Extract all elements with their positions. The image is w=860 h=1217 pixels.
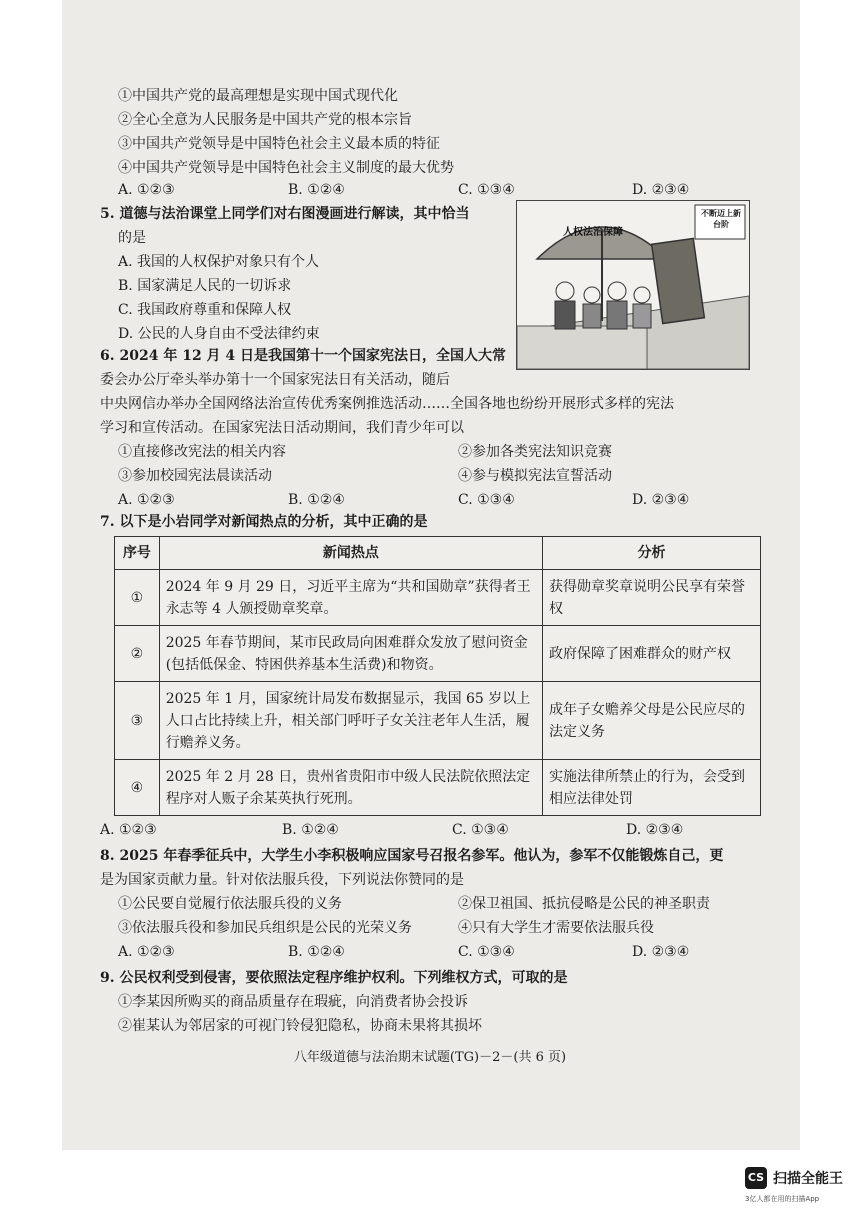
row-no: ④: [115, 760, 160, 816]
watermark-name: 扫描全能王: [773, 1171, 843, 1187]
table-header-row: [115, 537, 761, 570]
q4-choice-d: D. ②③④: [632, 182, 690, 198]
q6-choice-c: C. ①③④: [458, 492, 515, 508]
table-row: [115, 760, 761, 816]
row-no: ①: [115, 570, 160, 626]
cartoon-umbrella-text: 人权法治保障: [563, 227, 623, 238]
q7-choice-b: B. ①②④: [282, 822, 339, 838]
q8-item-1: ①公民要自觉履行依法服兵役的义务: [118, 896, 342, 912]
q7-choice-c: C. ①③④: [452, 822, 509, 838]
q8-choice-d: D. ②③④: [632, 944, 690, 960]
q4-choice-b: B. ①②④: [288, 182, 345, 198]
q5-option-c: C. 我国政府尊重和保障人权: [118, 302, 292, 318]
q6-item-3: ③参加校园宪法晨读活动: [118, 468, 272, 484]
q9-item-1: ①李某因所购买的商品质量存在瑕疵，向消费者协会投诉: [118, 994, 468, 1010]
cartoon-sign-text: 不断迈上新台阶: [701, 208, 741, 229]
q6-stem-2: 委会办公厅牵头举办第十一个国家宪法日有关活动，随后: [100, 372, 450, 388]
header-news: 新闻热点: [159, 537, 542, 570]
q8-item-4: ④只有大学生才需要依法服兵役: [458, 920, 654, 936]
q4-item-1: ①中国共产党的最高理想是实现中国式现代化: [118, 88, 398, 104]
q4-item-4: ④中国共产党领导是中国特色社会主义制度的最大优势: [118, 160, 454, 176]
q6-stem-1: 6. 2024 年 12 月 4 日是我国第十一个国家宪法日，全国人大常: [100, 348, 507, 364]
q8-stem-2: 是为国家贡献力量。针对依法服兵役，下列说法你赞同的是: [100, 872, 464, 888]
row-news: 2025 年春节期间，某市民政局向困难群众发放了慰问资金(包括低保金、特困供养基本生活费)和物资。: [159, 626, 542, 682]
row-analysis: 成年子女赡养父母是公民应尽的法定义务: [542, 682, 760, 760]
row-no: ②: [115, 626, 160, 682]
q8-stem-1: 8. 2025 年春季征兵中，大学生小李积极响应国家号召报名参军。他认为，参军不仅能锻炼自己，更: [100, 848, 724, 864]
table-row: [115, 626, 761, 682]
table-row: [115, 682, 761, 760]
row-analysis: 实施法律所禁止的行为，会受到相应法律处罚: [542, 760, 760, 816]
header-no: 序号: [115, 537, 160, 570]
page-footer: 八年级道德与法治期末试题(TG)－2－(共 6 页): [293, 1050, 567, 1065]
q5-option-d: D. 公民的人身自由不受法律约束: [118, 326, 320, 342]
q8-item-3: ③依法服兵役和参加民兵组织是公民的光荣义务: [118, 920, 412, 936]
q7-choice-a: A. ①②③: [100, 822, 157, 838]
row-news: 2024 年 9 月 29 日，习近平主席为“共和国勋章”获得者王永志等 4 人颁授勋章奖章。: [159, 570, 542, 626]
row-analysis: 政府保障了困难群众的财产权: [542, 626, 760, 682]
q6-item-4: ④参与模拟宪法宣誓活动: [458, 468, 612, 484]
header-analysis: 分析: [542, 537, 760, 570]
q6-stem-3: 中央网信办举办全国网络法治宣传优秀案例推选活动……全国各地也纷纷开展形式多样的宪法: [100, 396, 674, 412]
scanner-watermark: [745, 1167, 855, 1207]
q4-item-3: ③中国共产党领导是中国特色社会主义最本质的特征: [118, 136, 440, 152]
q8-choice-b: B. ①②④: [288, 944, 345, 960]
q4-choice-c: C. ①③④: [458, 182, 515, 198]
q8-choice-a: A. ①②③: [118, 944, 175, 960]
q6-item-2: ②参加各类宪法知识竞赛: [458, 444, 612, 460]
q5-option-a: A. 我国的人权保护对象只有个人: [118, 254, 320, 270]
q4-item-2: ②全心全意为人民服务是中国共产党的根本宗旨: [118, 112, 412, 128]
q6-stem-4: 学习和宣传活动。在国家宪法日活动期间，我们青少年可以: [100, 420, 464, 436]
watermark-tagline: 3亿人都在用的扫描App: [745, 1195, 820, 1203]
q8-choice-c: C. ①③④: [458, 944, 515, 960]
q9-stem: 9. 公民权利受到侵害，要依照法定程序维护权利。下列维权方式，可取的是: [100, 970, 568, 986]
q6-choice-b: B. ①②④: [288, 492, 345, 508]
q4-choice-a: A. ①②③: [118, 182, 175, 198]
q8-item-2: ②保卫祖国、抵抗侵略是公民的神圣职责: [458, 896, 710, 912]
q9-item-2: ②崔某认为邻居家的可视门铃侵犯隐私，协商未果将其损坏: [118, 1018, 482, 1034]
camscanner-logo-icon: CS: [745, 1167, 767, 1189]
row-no: ③: [115, 682, 160, 760]
q5-stem: 5. 道德与法治课堂上同学们对右图漫画进行解读，其中恰当: [100, 206, 470, 222]
q7-choice-d: D. ②③④: [626, 822, 684, 838]
q5-option-b: B. 国家满足人民的一切诉求: [118, 278, 292, 294]
row-news: 2025 年 2 月 28 日，贵州省贵阳市中级人民法院依照法定程序对人贩子余某英执行死刑。: [159, 760, 542, 816]
q6-choice-d: D. ②③④: [632, 492, 690, 508]
q6-choice-a: A. ①②③: [118, 492, 175, 508]
rights-cartoon: [516, 200, 750, 370]
row-news: 2025 年 1 月，国家统计局发布数据显示，我国 65 岁以上人口占比持续上升，相关部门呼吁子女关注老年人生活，履行赡养义务。: [159, 682, 542, 760]
q5-stem-cont: 的是: [118, 230, 146, 246]
table-row: [115, 570, 761, 626]
row-analysis: 获得勋章奖章说明公民享有荣誉权: [542, 570, 760, 626]
news-analysis-table: [114, 536, 761, 816]
q6-item-1: ①直接修改宪法的相关内容: [118, 444, 286, 460]
q7-stem: 7. 以下是小岩同学对新闻热点的分析，其中正确的是: [100, 514, 428, 530]
